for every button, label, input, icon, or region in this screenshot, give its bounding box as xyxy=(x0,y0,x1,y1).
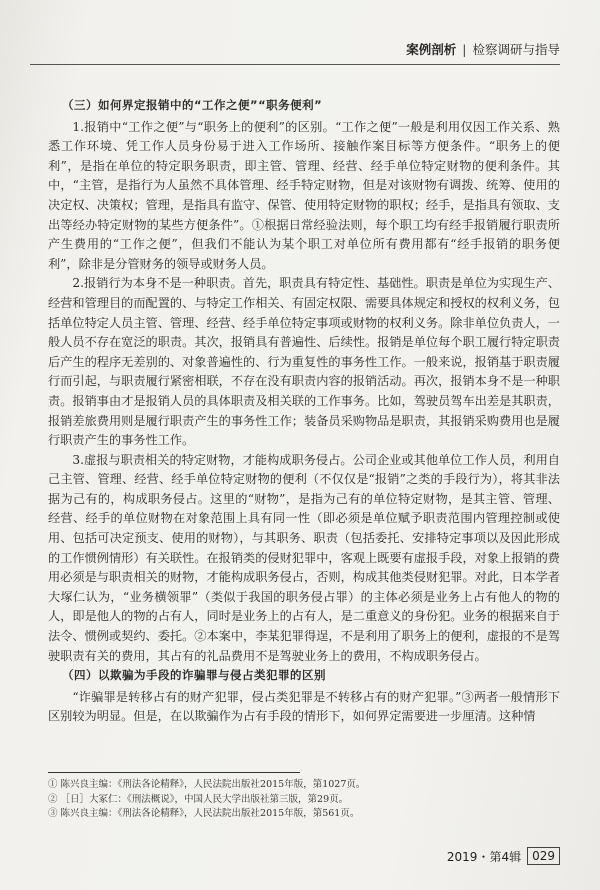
header-separator: | xyxy=(462,42,467,57)
page-footer xyxy=(447,847,560,865)
body-text xyxy=(48,96,560,727)
footnote-rule xyxy=(48,772,300,773)
footnote-1: ① 陈兴良主编：《刑法各论精释》，人民法院出版社2015年版，第1027页。 xyxy=(48,779,366,790)
paragraph-3-3: 3.虚报与职责相关的特定财物，才能构成职务侵占。公司企业或其他单位工作人员，利用自己主管、管理、经营、经手单位特定财物的便利（不仅仅是“报销”之类的手段行为），将其非法据为己有的，构成职务侵占。这里的“财物”，是指为己有的单位特定财物，是其主管、管理、经营、经手的单位财物在对象范围上具有同一性（即必须是单位赋予职责范围内管理控制或使用、包括可决定预支、使用的财物），与其职务、职责（包括委托、安排特定事项以及因此形成的工作惯例情形）有关联性。在报销类的侵财犯罪中，客观上既要有虚报手段，对象上报销的费用必须是与职责相关的财物，才能构成职务侵占，否则，构成其他类侵财犯罪。对此，日本学者大塚仁认为，“业务横领罪”（类似于我国的职务侵占罪）的主体必须是业务上占有他人的物的人，即是他人的物的占有人，同时是业务上的占有人，是二重意义的身份犯。业务的根据来自于法令、惯例或契约、委托。②本案中，李某犯罪得逞，不是利用了职务上的便利，虚报的不是驾驶职责有关的费用，其占有的礼品费用不是驾驶业务上的费用，不构成职务侵占。 xyxy=(48,452,560,663)
page-number: 029 xyxy=(527,847,560,865)
paragraph-4-1: “诈骗罪是转移占有的财产犯罪，侵占类犯罪是不转移占有的财产犯罪。”③两者一般情形下区别较为明显。但是，在以欺骗作为占有手段的情形下，如何界定需要进一步厘清。这种情 xyxy=(48,689,560,724)
paragraph-3-1: 1.报销中“工作之便”与“职务上的便利”的区别。“工作之便”一般是利用仅因工作关系、熟悉工作环境、凭工作人员身份易于进入工作场所、接触作案目标等方便条件。“职务上的便利”，是指在单位的特定职务职责，即主管、管理、经营、经手单位特定财物的便利条件。其中，“主管，是指行为人虽然不具体管理、经手特定财物，但是对该财物有调拨、统筹、使用的决定权、决策权；管理，是指具有监守、保管、使用特定财物的职权；经手，是指具有领取、支出等经办特定财物的某些方便条件”。①根据日常经验法则，每个职工均有经手报销履行职责所产生费用的“工作之便”，但我们不能认为某个职工对单位所有费用都有“经手报销的职务便利”，除非是分管财务的领导或财务人员。 xyxy=(48,119,560,271)
issue-label: 2019・第4辑 xyxy=(446,849,522,864)
running-header xyxy=(406,40,560,58)
section-heading-4: （四）以欺骗为手段的诈骗罪与侵占类犯罪的区别 xyxy=(62,668,326,683)
header-rule xyxy=(30,64,560,65)
footnote-2: ② ［日］大冢仁：《刑法概说》，中国人民大学出版社第三版，第29页。 xyxy=(48,793,349,805)
paragraph-3-2: 2.报销行为本身不是一种职责。首先，职责具有特定性、基础性。职责是单位为实现生产、经营和管理目的而配置的、与特定工作相关、有固定权限、需要具体规定和授权的权利义务，包括单位特定人员主管、管理、经营、经手单位特定事项或财物的权利义务。除非单位负责人，一般人员不存在宽泛的职责。其次，报销具有普遍性、后续性。报销是单位每个职工履行特定职责后产生的程序无差别的、对象普遍性的、行为重复性的事务性工作。一般来说，报销基于职责履行而引起，与职责履行紧密相联，不存在没有职责内容的报销活动。再次，报销本身不是一种职责。报销事由才是报销人员的具体职责及相关联的工作事务。比如，驾驶员驾车出差是其职责，报销差旅费用则是履行职责产生的事务性工作；装备员采购物品是职责，其报销采购费用也是履行职责产生的事务性工作。 xyxy=(48,276,560,448)
footnote-3: ③ 陈兴良主编：《刑法各论精释》，人民法院出版社2015年版，第561页。 xyxy=(48,808,360,819)
section-heading-3: （三）如何界定报销中的“工作之便”“职务便利” xyxy=(62,98,323,112)
footnotes xyxy=(48,778,560,822)
header-subtitle: 检察调研与指导 xyxy=(472,42,560,57)
header-column-title: 案例剖析 xyxy=(406,42,457,57)
